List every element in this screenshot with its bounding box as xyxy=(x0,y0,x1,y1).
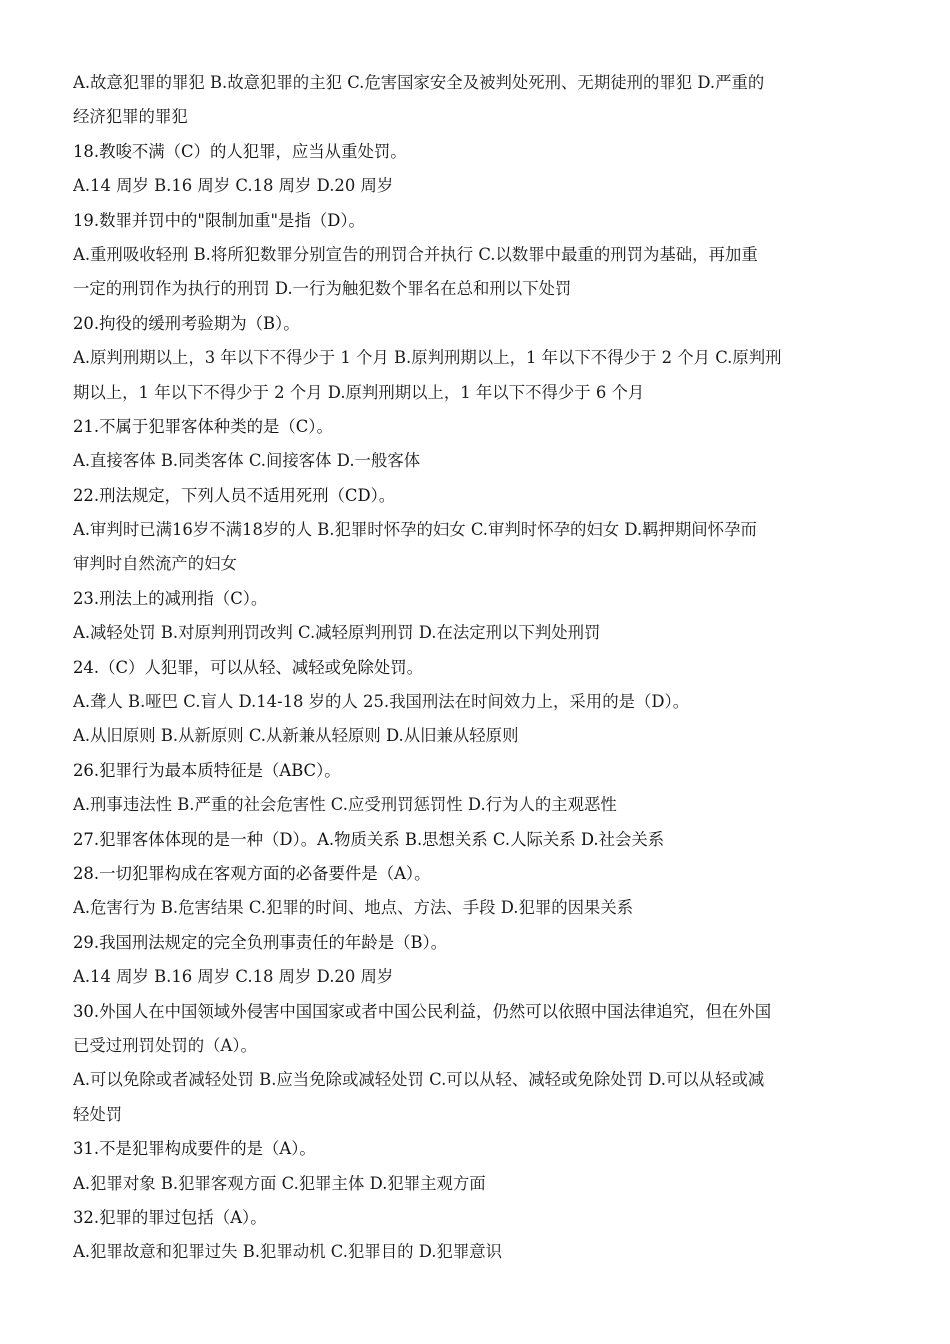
question-18: 18.教唆不满（C）的人犯罪，应当从重处罚。 xyxy=(73,141,407,161)
answer-options-25: A.从旧原则 B.从新原则 C.从新兼从轻原则 D.从旧兼从轻原则 xyxy=(73,726,519,746)
answer-options-17-cont: 经济犯罪的罪犯 xyxy=(73,107,188,127)
answer-options-20-cont: 期以上，1 年以下不得少于 2 个月 D.原判刑期以上，1 年以下不得少于 6 个月 xyxy=(73,382,645,402)
question-19: 19.数罪并罚中的"限制加重"是指（D）。 xyxy=(73,210,365,230)
answer-options-19: A.重刑吸收轻刑 B.将所犯数罪分别宣告的刑罚合并执行 C.以数罪中最重的刑罚为基础，再加重 xyxy=(73,244,758,264)
question-24: 24.（C）人犯罪，可以从轻、减轻或免除处罚。 xyxy=(73,657,424,677)
question-29: 29.我国刑法规定的完全负刑事责任的年龄是（B）。 xyxy=(73,932,448,952)
question-31: 31.不是犯罪构成要件的是（A）。 xyxy=(73,1139,316,1159)
question-27: 27.犯罪客体体现的是一种（D）。A.物质关系 B.思想关系 C.人际关系 D.社会关系 xyxy=(73,829,665,849)
answer-options-29: A.14 周岁 B.16 周岁 C.18 周岁 D.20 周岁 xyxy=(73,967,394,987)
answer-options-31: A.犯罪对象 B.犯罪客观方面 C.犯罪主体 D.犯罪主观方面 xyxy=(73,1173,486,1193)
question-30-cont: 已受过刑罚处罚的（A）。 xyxy=(73,1035,257,1055)
answer-options-23: A.减轻处罚 B.对原判刑罚改判 C.减轻原判刑罚 D.在法定刑以下判处刑罚 xyxy=(73,623,601,643)
question-26: 26.犯罪行为最本质特征是（ABC）。 xyxy=(73,760,341,780)
question-22: 22.刑法规定，下列人员不适用死刑（CD）。 xyxy=(73,485,396,505)
question-32: 32.犯罪的罪过包括（A）。 xyxy=(73,1207,267,1227)
answer-options-17: A.故意犯罪的罪犯 B.故意犯罪的主犯 C.危害国家安全及被判处死刑、无期徒刑的罪犯 D.严重的 xyxy=(73,73,765,92)
document-page xyxy=(73,66,879,1270)
answer-options-26: A.刑事违法性 B.严重的社会危害性 C.应受刑罚惩罚性 D.行为人的主观恶性 xyxy=(73,795,617,815)
question-20: 20.拘役的缓刑考验期为（B）。 xyxy=(73,313,300,333)
answer-options-24-question-25: A.聋人 B.哑巴 C.盲人 D.14-18 岁的人 25.我国刑法在时间效力上，采用的是（D）。 xyxy=(73,692,690,712)
answer-options-30-cont: 轻处罚 xyxy=(73,1104,123,1124)
question-28: 28.一切犯罪构成在客观方面的必备要件是（A）。 xyxy=(73,863,431,883)
question-30: 30.外国人在中国领域外侵害中国国家或者中国公民利益，仍然可以依照中国法律追究，但在外国 xyxy=(73,1001,772,1021)
answer-options-19-cont: 一定的刑罚作为执行的刑罚 D.一行为触犯数个罪名在总和刑以下处罚 xyxy=(73,279,572,299)
answer-options-28: A.危害行为 B.危害结果 C.犯罪的时间、地点、方法、手段 D.犯罪的因果关系 xyxy=(73,898,634,918)
answer-options-22: A.审判时已满16岁不满18岁的人 B.犯罪时怀孕的妇女 C.审判时怀孕的妇女 D.羁押期间怀孕而 xyxy=(73,520,757,540)
question-23: 23.刑法上的减刑指（C）。 xyxy=(73,588,268,608)
answer-options-30: A.可以免除或者减轻处罚 B.应当免除或减轻处罚 C.可以从轻、减轻或免除处罚 D.可以从轻或减 xyxy=(73,1070,765,1090)
answer-options-22-cont: 审判时自然流产的妇女 xyxy=(73,554,237,574)
answer-options-18: A.14 周岁 B.16 周岁 C.18 周岁 D.20 周岁 xyxy=(73,176,394,196)
question-21: 21.不属于犯罪客体种类的是（C）。 xyxy=(73,416,333,436)
answer-options-20: A.原判刑期以上，3 年以下不得少于 1 个月 B.原判刑期以上，1 年以下不得少于 2 个月 C.原判刑 xyxy=(73,348,782,368)
answer-options-21: A.直接客体 B.同类客体 C.间接客体 D.一般客体 xyxy=(73,451,421,471)
answer-options-32: A.犯罪故意和犯罪过失 B.犯罪动机 C.犯罪目的 D.犯罪意识 xyxy=(73,1242,503,1262)
